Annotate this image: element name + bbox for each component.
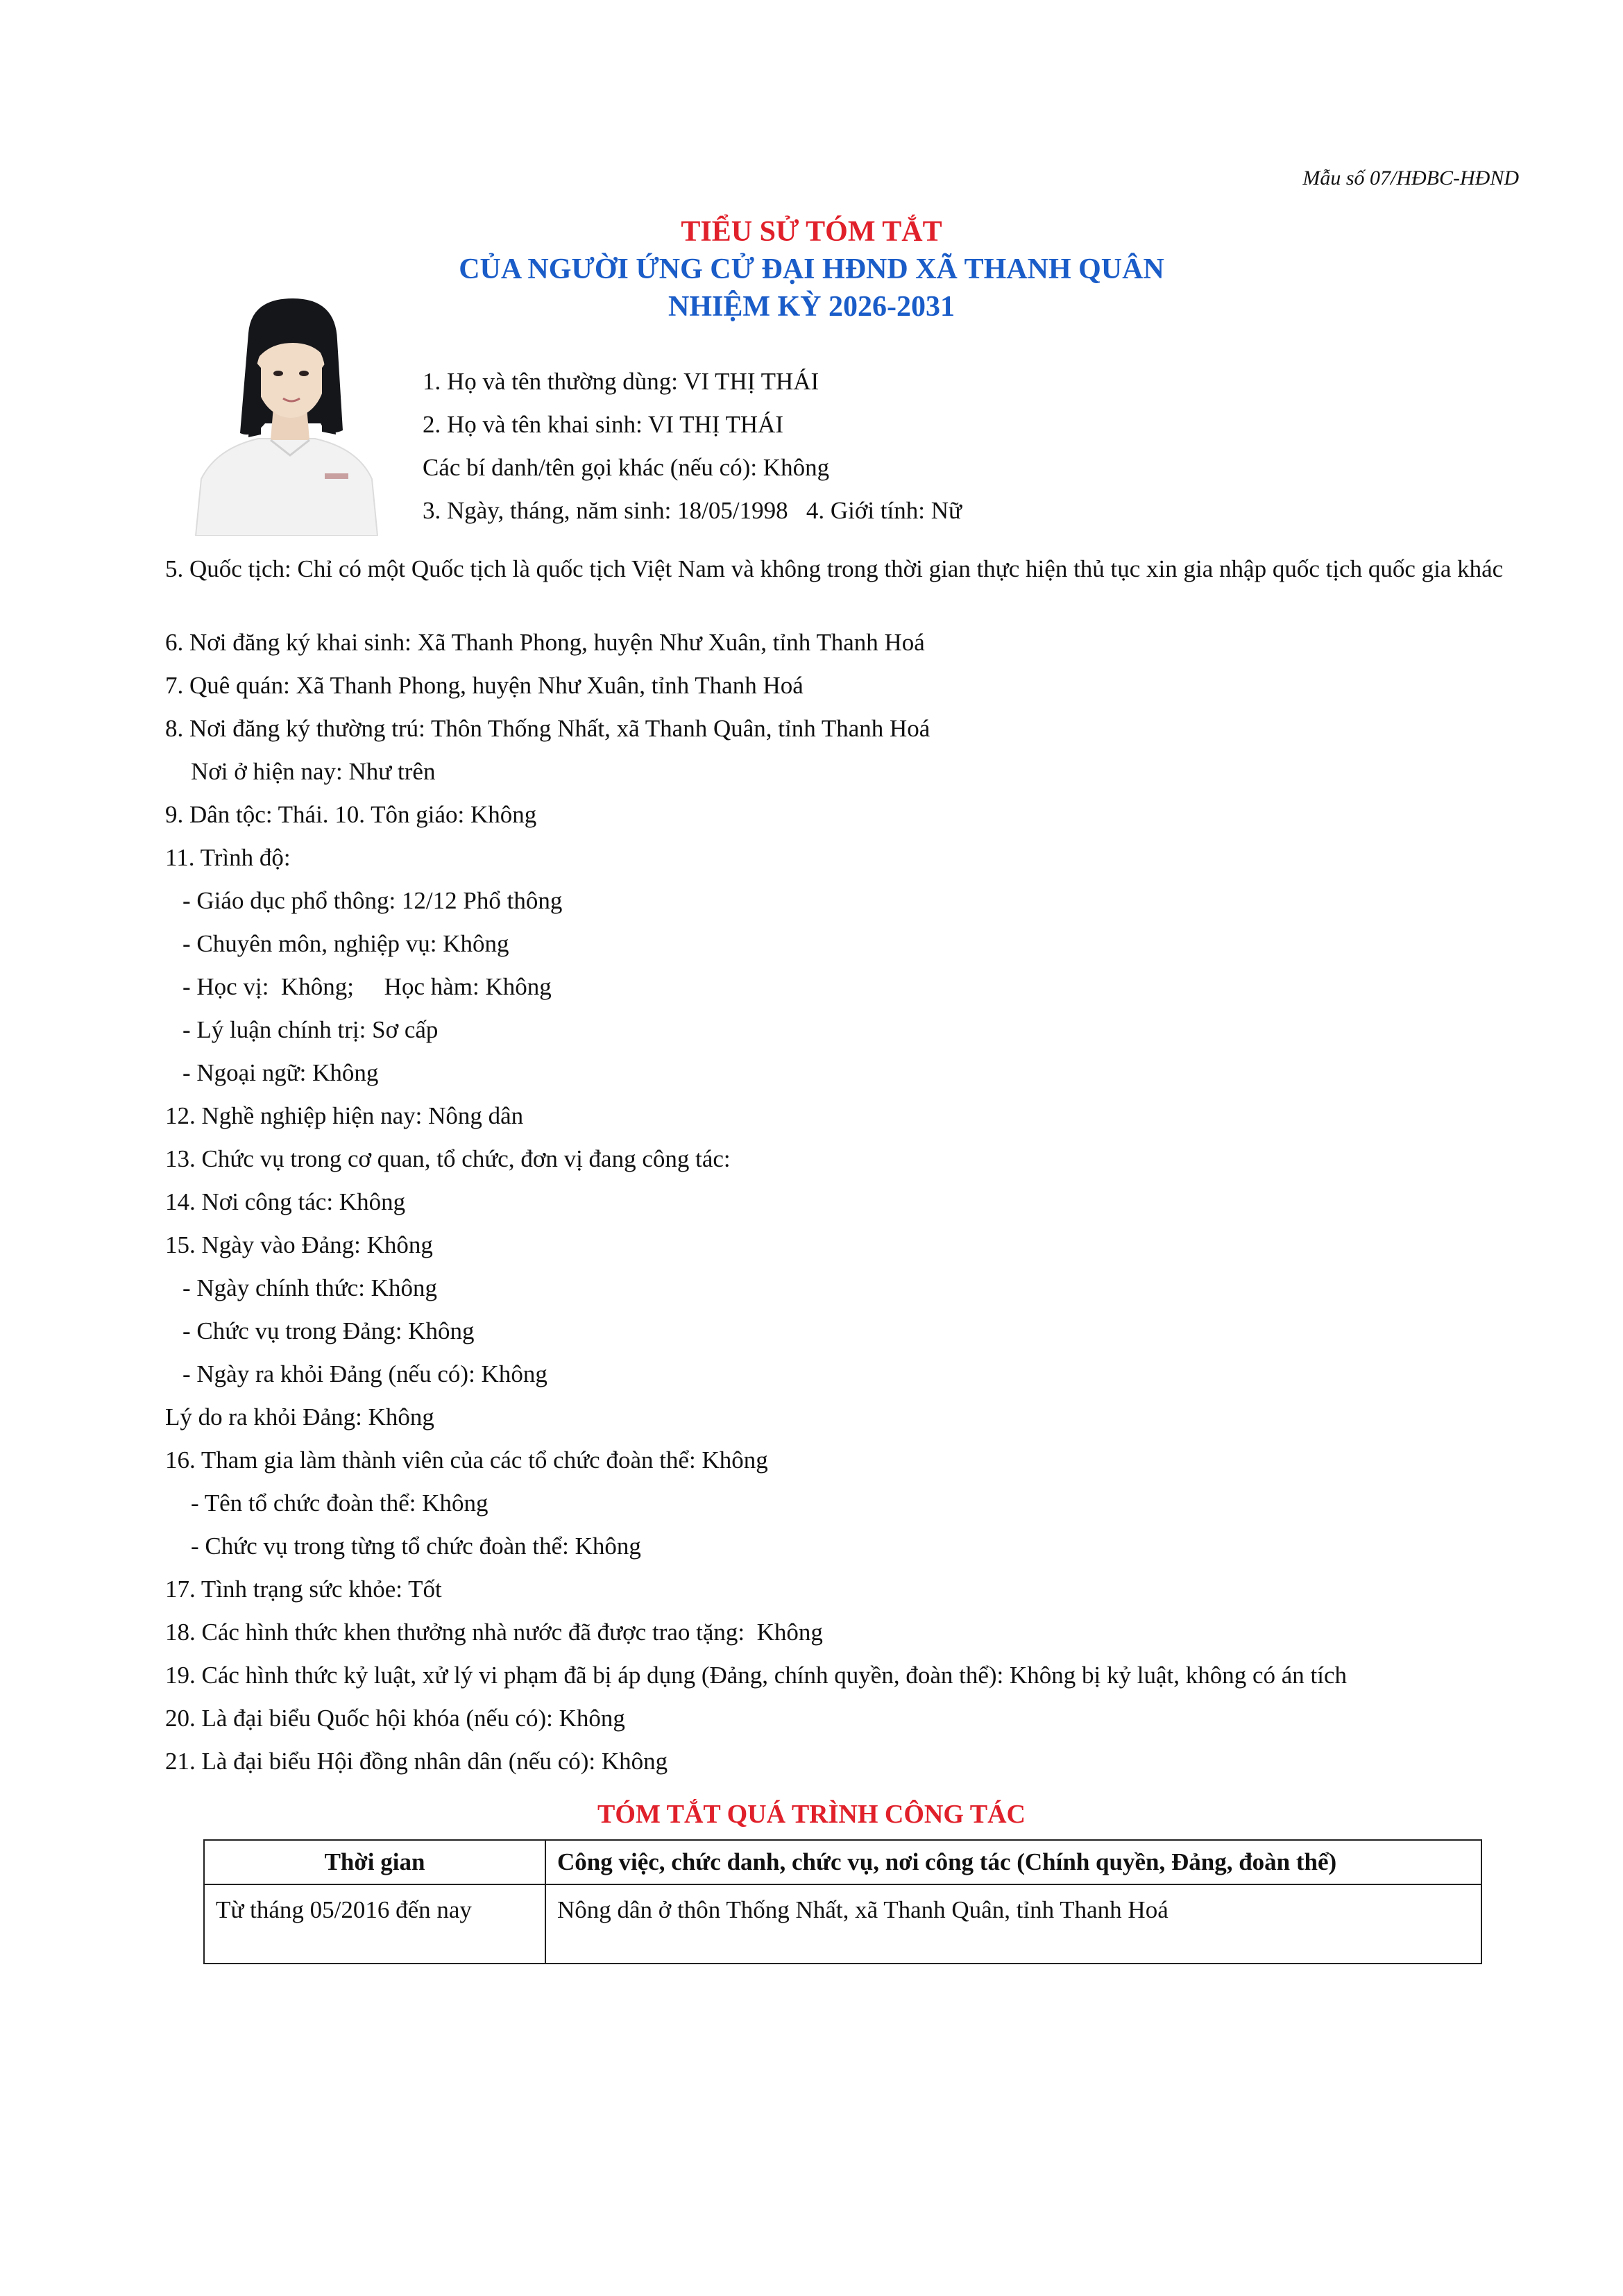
item-2-birth-name: 2. Họ và tên khai sinh: VI THỊ THÁI (423, 411, 784, 438)
item-12-occupation: 12. Nghề nghiệp hiện nay: Nông dân (165, 1102, 524, 1129)
item-16-organization-name: - Tên tổ chức đoàn thể: Không (191, 1489, 488, 1517)
table-header-row (204, 1840, 1481, 1884)
item-16-organizations: 16. Tham gia làm thành viên của các tổ chức đoàn thể: Không (165, 1446, 768, 1474)
work-history-table (203, 1839, 1482, 1964)
item-17-health: 17. Tình trạng sức khỏe: Tốt (165, 1576, 442, 1603)
item-20-national-assembly: 20. Là đại biểu Quốc hội khóa (nếu có): Không (165, 1705, 625, 1732)
item-19-discipline: 19. Các hình thức kỷ luật, xử lý vi phạm đã bị áp dụng (Đảng, chính quyền, đoàn thể): Không bị kỷ luật, không có án tích (165, 1662, 1348, 1689)
item-15-party-position: - Chức vụ trong Đảng: Không (182, 1317, 475, 1344)
item-8-permanent-residence: 8. Nơi đăng ký thường trú: Thôn Thống Nhất, xã Thanh Quân, tỉnh Thanh Hoá (165, 715, 931, 742)
item-7-hometown: 7. Quê quán: Xã Thanh Phong, huyện Như Xuân, tỉnh Thanh Hoá (165, 672, 804, 699)
table-row (204, 1884, 1481, 1964)
item-15-leave-reason: Lý do ra khỏi Đảng: Không (165, 1403, 434, 1430)
item-alias: Các bí danh/tên gọi khác (nếu có): Không (423, 454, 830, 481)
item-15-party-join-date: 15. Ngày vào Đảng: Không (165, 1231, 433, 1258)
column-header-time: Thời gian (204, 1840, 545, 1884)
item-16-organization-position: - Chức vụ trong từng tổ chức đoàn thể: Không (191, 1533, 641, 1560)
work-history-title: TÓM TẮT QUÁ TRÌNH CÔNG TÁC (597, 1800, 1026, 1829)
item-11-specialty: - Chuyên môn, nghiệp vụ: Không (182, 930, 509, 957)
item-18-awards: 18. Các hình thức khen thưởng nhà nước đã được trao tặng: Không (165, 1619, 823, 1646)
cell-job: Nông dân ở thôn Thống Nhất, xã Thanh Quân, tỉnh Thanh Hoá (545, 1884, 1481, 1964)
item-3-4-dob-gender: 3. Ngày, tháng, năm sinh: 18/05/1998 4. Giới tính: Nữ (423, 497, 962, 524)
document-subtitle: CỦA NGƯỜI ỨNG CỬ ĐẠI HĐND XÃ THANH QUÂN (459, 253, 1164, 285)
item-5-nationality: 5. Quốc tịch: Chỉ có một Quốc tịch là quốc tịch Việt Nam và không trong thời gian thực hiện thủ tục xin gia nhập quốc tịch quốc gia khác (165, 555, 1504, 582)
form-code: Mẫu số 07/HĐBC-HĐND (1302, 167, 1519, 189)
item-15-leave-date: - Ngày ra khỏi Đảng (nếu có): Không (182, 1360, 547, 1387)
cell-time: Từ tháng 05/2016 đến nay (204, 1884, 545, 1964)
item-13-position: 13. Chức vụ trong cơ quan, tổ chức, đơn vị đang công tác: (165, 1145, 731, 1172)
candidate-photo (189, 292, 384, 536)
item-1-common-name: 1. Họ và tên thường dùng: VI THỊ THÁI (423, 368, 819, 395)
item-11-education: 11. Trình độ: (165, 844, 291, 871)
item-9-10-ethnicity-religion: 9. Dân tộc: Thái. 10. Tôn giáo: Không (165, 801, 537, 828)
document-term: NHIỆM KỲ 2026-2031 (668, 291, 955, 323)
item-11-degree: - Học vị: Không; Học hàm: Không (182, 973, 552, 1000)
item-11-foreign-language: - Ngoại ngữ: Không (182, 1059, 379, 1086)
item-6-birth-registration: 6. Nơi đăng ký khai sinh: Xã Thanh Phong, huyện Như Xuân, tỉnh Thanh Hoá (165, 629, 925, 656)
column-header-job: Công việc, chức danh, chức vụ, nơi công tác (Chính quyền, Đảng, đoàn thể) (545, 1840, 1481, 1884)
item-15-official-date: - Ngày chính thức: Không (182, 1274, 437, 1301)
item-11-general-education: - Giáo dục phổ thông: 12/12 Phổ thông (182, 887, 563, 914)
item-21-peoples-council: 21. Là đại biểu Hội đồng nhân dân (nếu có): Không (165, 1748, 668, 1775)
document-title: TIỂU SỬ TÓM TẮT (681, 216, 942, 248)
item-8-current-residence: Nơi ở hiện nay: Như trên (191, 758, 436, 785)
item-14-workplace: 14. Nơi công tác: Không (165, 1188, 406, 1215)
item-11-political-theory: - Lý luận chính trị: Sơ cấp (182, 1016, 439, 1043)
